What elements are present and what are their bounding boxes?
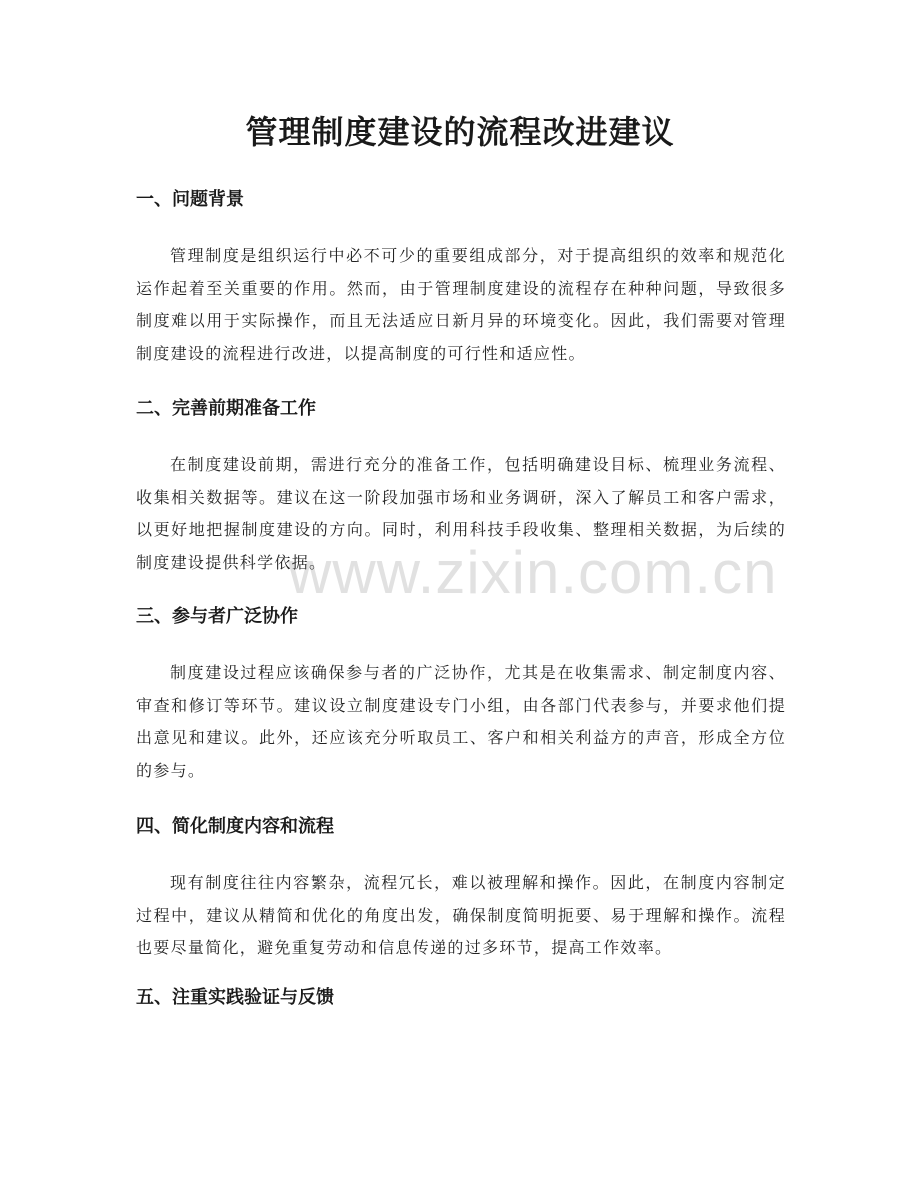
section-collaboration	[136, 603, 786, 787]
section-practice-feedback	[136, 984, 786, 1012]
section-body: 现有制度往往内容繁杂，流程冗长，难以被理解和操作。因此，在制度内容制定过程中，建议从精简和优化的角度出发，确保制度简明扼要、易于理解和操作。流程也要尽量简化，避免重复劳动和信息传递的过多环节，提高工作效率。	[136, 873, 786, 957]
section-heading: 四、简化制度内容和流程	[136, 816, 334, 837]
section-body: 管理制度是组织运行中必不可少的重要组成部分，对于提高组织的效率和规范化运作起着至关重要的作用。然而，由于管理制度建设的流程存在种种问题，导致很多制度难以用于实际操作，而且无法适应日新月异的环境变化。因此，我们需要对管理制度建设的流程进行改进，以提高制度的可行性和适应性。	[136, 246, 786, 363]
document-title: 管理制度建设的流程改进建议	[245, 113, 675, 151]
section-body: 在制度建设前期，需进行充分的准备工作，包括明确建设目标、梳理业务流程、收集相关数据等。建议在这一阶段加强市场和业务调研，深入了解员工和客户需求，以更好地把握制度建设的方向。同时，利用科技手段收集、整理相关数据，为后续的制度建设提供科学依据。	[136, 455, 786, 572]
section-heading: 三、参与者广泛协作	[136, 606, 298, 627]
section-heading: 二、完善前期准备工作	[136, 398, 316, 419]
section-heading: 五、注重实践验证与反馈	[136, 987, 334, 1008]
section-simplification	[136, 813, 786, 965]
section-preparation	[136, 395, 786, 579]
watermark: www.zixin.com.cn	[288, 539, 778, 606]
section-problem-background	[136, 186, 786, 370]
section-heading: 一、问题背景	[136, 189, 244, 210]
section-body: 制度建设过程应该确保参与者的广泛协作，尤其是在收集需求、制定制度内容、审查和修订等环节。建议设立制度建设专门小组，由各部门代表参与，并要求他们提出意见和建议。此外，还应该充分听取员工、客户和相关利益方的声音，形成全方位的参与。	[136, 663, 786, 780]
